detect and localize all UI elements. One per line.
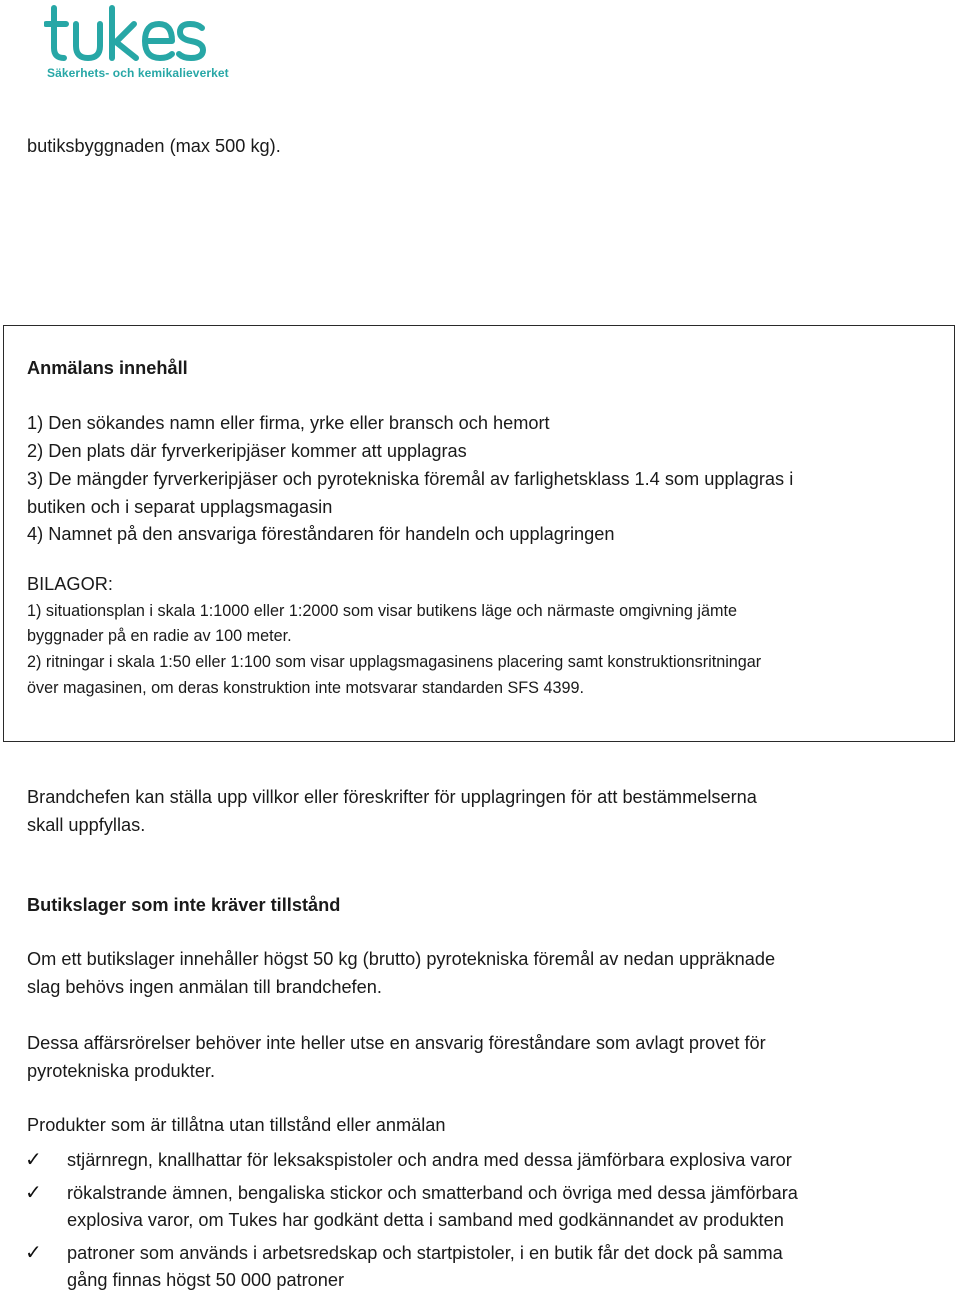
attachment-line: 1) situationsplan i skala 1:1000 eller 1:2000 som visar butikens läge och närmaste omgivning jämte [27,602,737,620]
tukes-wordmark [44,4,214,64]
list-item-line: gång finnas högst 50 000 patroner [67,1270,345,1290]
brandchefen-paragraph-line: Brandchefen kan ställa upp villkor eller föreskrifter för upplagringen för att bestämmelserna [27,787,757,807]
logo-subtitle: Säkerhets- och kemikalieverket [47,66,229,80]
brandchefen-paragraph-line: skall uppfyllas. [27,815,146,835]
list-item [67,1240,947,1294]
checkmark-icon: ✓ [25,1149,42,1171]
list-item [67,1180,947,1234]
paragraph-line: Om ett butikslager innehåller högst 50 kg (brutto) pyrotekniska föremål av nedan uppräknade [27,949,776,969]
section-heading: Butikslager som inte kräver tillstånd [27,895,341,915]
tukes-logo [44,4,229,84]
box-heading: Anmälans innehåll [27,358,188,378]
box-item: butiken och i separat upplagsmagasin [27,497,333,517]
list-item-line: stjärnregn, knallhattar för leksakspistoler och andra med dessa jämförbara explosiva varor [67,1150,792,1170]
box-item: 3) De mängder fyrverkeripjäser och pyrotekniska föremål av farlighetsklass 1.4 som upplagras i [27,469,794,489]
box-item: 2) Den plats där fyrverkeripjäser kommer att upplagras [27,441,467,461]
paragraph-line: pyrotekniska produkter. [27,1061,216,1081]
list-item-line: rökalstrande ämnen, bengaliska stickor och smatterband och övriga med dessa jämförbara [67,1183,798,1203]
list-item [67,1147,947,1174]
box-item: 1) Den sökandes namn eller firma, yrke eller bransch och hemort [27,413,550,433]
attachment-line: över magasinen, om deras konstruktion inte motsvarar standarden SFS 4399. [27,679,584,697]
list-item-line: explosiva varor, om Tukes har godkänt detta i samband med godkännandet av produkten [67,1210,784,1230]
top-fragment-text: butiksbyggnaden (max 500 kg). [27,136,281,156]
attachment-line: 2) ritningar i skala 1:50 eller 1:100 som visar upplagsmagasinens placering samt konstruktionsritningar [27,653,762,671]
paragraph-line: slag behövs ingen anmälan till brandchefen. [27,977,382,997]
checkmark-icon: ✓ [25,1242,42,1264]
list-heading: Produkter som är tillåtna utan tillstånd eller anmälan [27,1115,446,1135]
attachments-label: BILAGOR: [27,574,113,594]
paragraph-line: Dessa affärsrörelser behöver inte heller utse en ansvarig föreståndare som avlagt provet för [27,1033,766,1053]
checkmark-icon: ✓ [25,1182,42,1204]
list-item-line: patroner som används i arbetsredskap och startpistoler, i en butik får det dock på samma [67,1243,783,1263]
attachment-line: byggnader på en radie av 100 meter. [27,627,292,645]
box-item: 4) Namnet på den ansvariga föreståndaren för handeln och upplagringen [27,524,615,544]
